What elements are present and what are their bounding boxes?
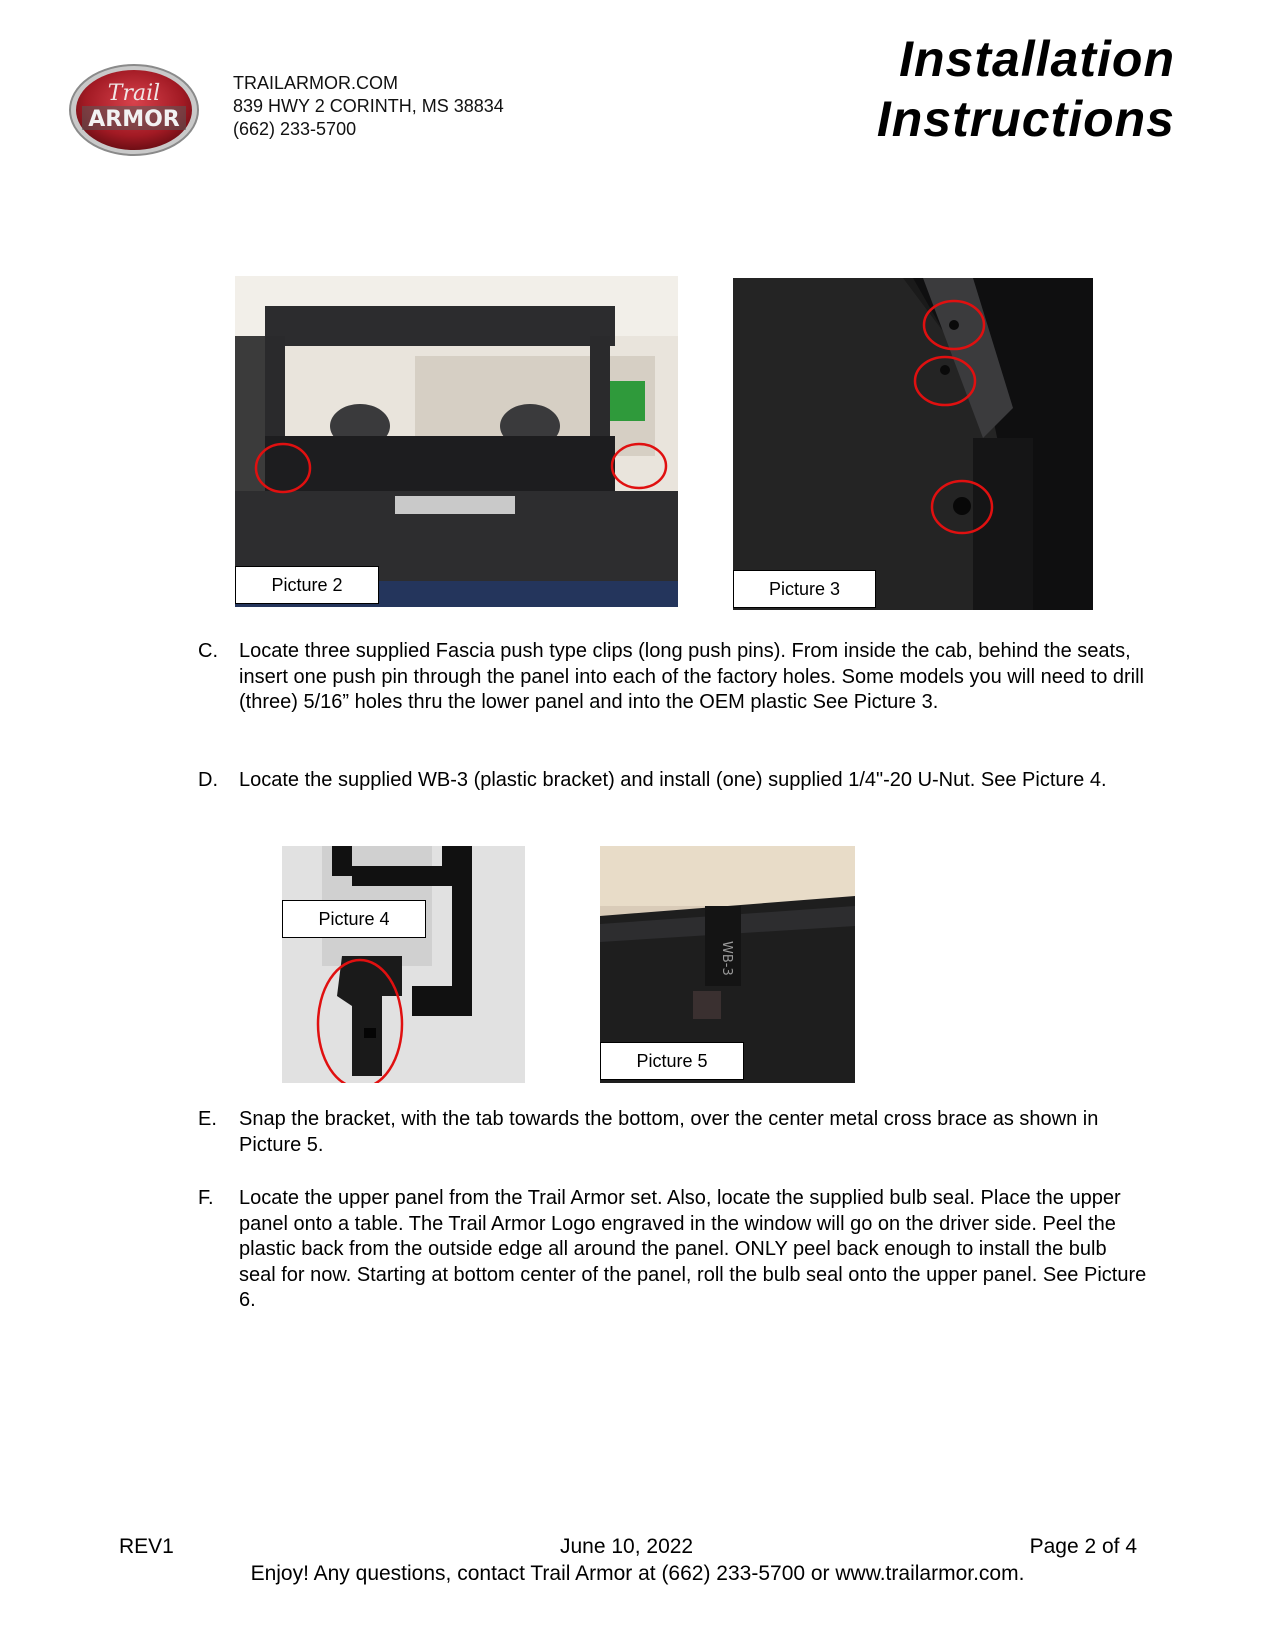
footer-contact: Enjoy! Any questions, contact Trail Armor at (662) 233-5700 or www.trailarmor.com. (250, 1562, 1025, 1585)
website-text: TRAILARMOR.COM (233, 73, 399, 93)
step-f (198, 1186, 1148, 1314)
phone-text: (662) 233-5700 (233, 119, 357, 139)
title-line-2: Instructions (876, 91, 1175, 147)
svg-text:Trail: Trail (107, 81, 161, 106)
picture-2-photo (235, 276, 678, 607)
step-f-text: Locate the upper panel from the Trail Armor set. Also, locate the supplied bulb seal. Place the upper panel onto a table. The Trail Armor Logo engraved in the window will go on the driver side. Peel the plastic back from the outside edge all around the panel. ONLY peel back enough to install the bulb seal for now. Starting at bottom center of the panel, roll the bulb seal onto the upper panel. See Picture 6. (239, 1187, 1147, 1311)
title-line-1: Installation (899, 31, 1175, 87)
picture-3-caption: Picture 3 (733, 570, 876, 608)
step-c (198, 639, 1148, 716)
step-c-text: Locate three supplied Fascia push type clips (long push pins). From inside the cab, behind the seats, insert one push pin through the panel into each of the factory holes. Some models you will need to drill (three) 5/16” holes thru the lower panel and into the OEM plastic See Picture 3. (239, 640, 1144, 713)
picture-2-caption: Picture 2 (235, 566, 379, 604)
trail-armor-logo (68, 62, 200, 158)
picture-4-caption: Picture 4 (282, 900, 426, 938)
picture-5-caption: Picture 5 (600, 1042, 744, 1080)
svg-text:WB-3: WB-3 (719, 941, 734, 976)
step-d (198, 768, 1148, 794)
step-d-letter: D. (198, 769, 218, 791)
footer-date: June 10, 2022 (560, 1535, 694, 1558)
step-e-text: Snap the bracket, with the tab towards the bottom, over the center metal cross brace as shown in Picture 5. (239, 1108, 1099, 1156)
picture-5-photo (600, 846, 855, 1083)
footer-rev: REV1 (119, 1535, 174, 1558)
address-text: 839 HWY 2 CORINTH, MS 38834 (233, 96, 504, 116)
step-c-letter: C. (198, 640, 218, 662)
step-e-letter: E. (198, 1108, 217, 1130)
step-e (198, 1107, 1148, 1158)
picture-4-photo (282, 846, 525, 1083)
step-f-letter: F. (198, 1187, 214, 1209)
svg-text:ARMOR: ARMOR (88, 107, 180, 132)
picture-3-photo (733, 278, 1093, 610)
step-d-text: Locate the supplied WB-3 (plastic bracket) and install (one) supplied 1/4"-20 U-Nut. See Picture 4. (239, 769, 1107, 791)
footer-page: Page 2 of 4 (1029, 1535, 1137, 1558)
